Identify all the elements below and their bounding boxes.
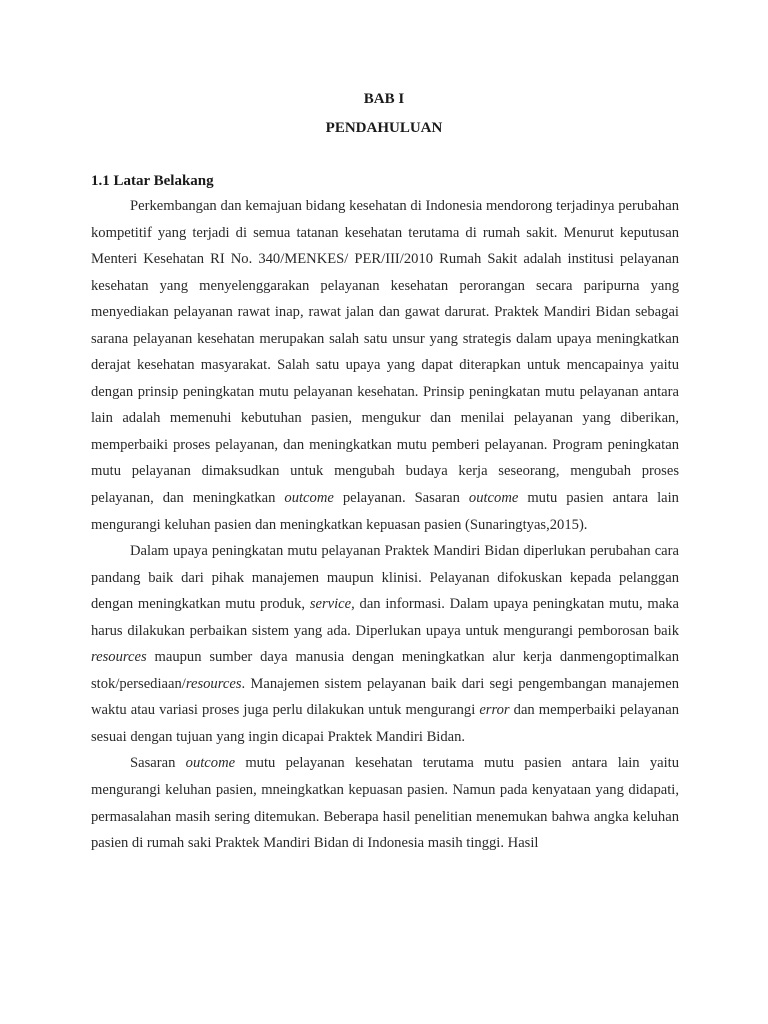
text-run: mutu pasien antara lain mengurangi keluhan pasien dan meningkatkan kepuasan pasien (Sunaringtyas,2015). <box>91 490 679 533</box>
section-heading: 1.1 Latar Belakang <box>91 173 214 189</box>
text-run: , dan informasi. Dalam upaya peningkatan mutu, maka harus dilakukan perbaikan sistem yang ada. Diperlukan upaya untuk mengurangi pemborosan baik <box>91 596 679 639</box>
italic-term: outcome <box>468 490 519 507</box>
text-run: . Manajemen sistem pelayanan baik dari segi pengembangan manajemen waktu atau variasi proses juga perlu dilakukan untuk mengurangi <box>91 675 679 719</box>
italic-term: outcome <box>185 755 236 772</box>
body-text <box>91 193 679 857</box>
text-run: Dalam upaya peningkatan mutu pelayanan Praktek Mandiri Bidan diperlukan perubahan cara pandang baik dari pihak manajemen maupun klinisi. Pelayanan difokuskan kepada pelanggan dengan meningkatkan mutu produk, <box>91 543 679 613</box>
paragraph-1 <box>91 193 679 538</box>
chapter-number: BAB I <box>363 91 405 107</box>
italic-term: resources <box>91 649 147 666</box>
paragraph-3 <box>91 750 679 856</box>
text-run: Sasaran <box>130 755 186 772</box>
text-run: Perkembangan dan kemajuan bidang kesehatan di Indonesia mendorong terjadinya perubahan kompetitif yang terjadi di semua tatanan kesehatan terutama di rumah sakit. Menurut keputusan Menteri Kesehatan RI No. 340/MENKES/ PER/III/2010 Rumah Sakit adalah institusi pelayanan kesehatan yang menyelenggarakan pelayanan kesehatan perorangan secara paripurna yang menyediakan pelayanan rawat inap, rawat jalan dan gawat darurat. Praktek Mandiri Bidan sebagai sarana pelayanan kesehatan merupakan salah satu unsur yang strategis dalam upaya meningkatkan derajat kesehatan masyarakat. Salah satu upaya yang dapat diterapkan untuk mencapainya yaitu dengan prinsip peningkatan mutu pelayanan kesehatan. Prinsip peningkatan mutu pelayanan antara lain adalah memenuhi kebutuhan pasien, mengukur dan menilai pelayanan yang diberikan, memperbaiki proses pelayanan, dan meningkatkan mutu pemberi pelayanan. Program peningkatan mutu pelayanan dimaksudkan untuk mengubah budaya kerja seseorang, mengubah proses pelayanan, dan meningkatkan <box>91 198 679 507</box>
italic-term: outcome <box>284 490 334 507</box>
text-run: mutu pelayanan kesehatan terutama mutu pasien antara lain yaitu mengurangi keluhan pasien, mneingkatkan kepuasan pasien. Namun pada kenyataan yang didapati, permasalahan masih sering ditemukan. Beberapa hasil penelitian menemukan bahwa angka keluhan pasien di rumah saki Praktek Mandiri Bidan di Indonesia masih tinggi. Hasil <box>91 755 679 852</box>
chapter-title: PENDAHULUAN <box>325 120 443 136</box>
italic-term: service <box>309 596 352 613</box>
italic-term: resources <box>185 675 242 692</box>
paragraph-2 <box>91 538 679 750</box>
text-run: pelayanan. Sasaran <box>333 490 469 507</box>
italic-term: error <box>479 702 510 719</box>
text-run: dan memperbaiki pelayanan sesuai dengan tujuan yang ingin dicapai Praktek Mandiri Bidan. <box>91 702 679 745</box>
text-run: maupun sumber daya manusia dengan meningkatkan alur kerja danmengoptimalkan stok/persediaan/ <box>91 649 679 692</box>
